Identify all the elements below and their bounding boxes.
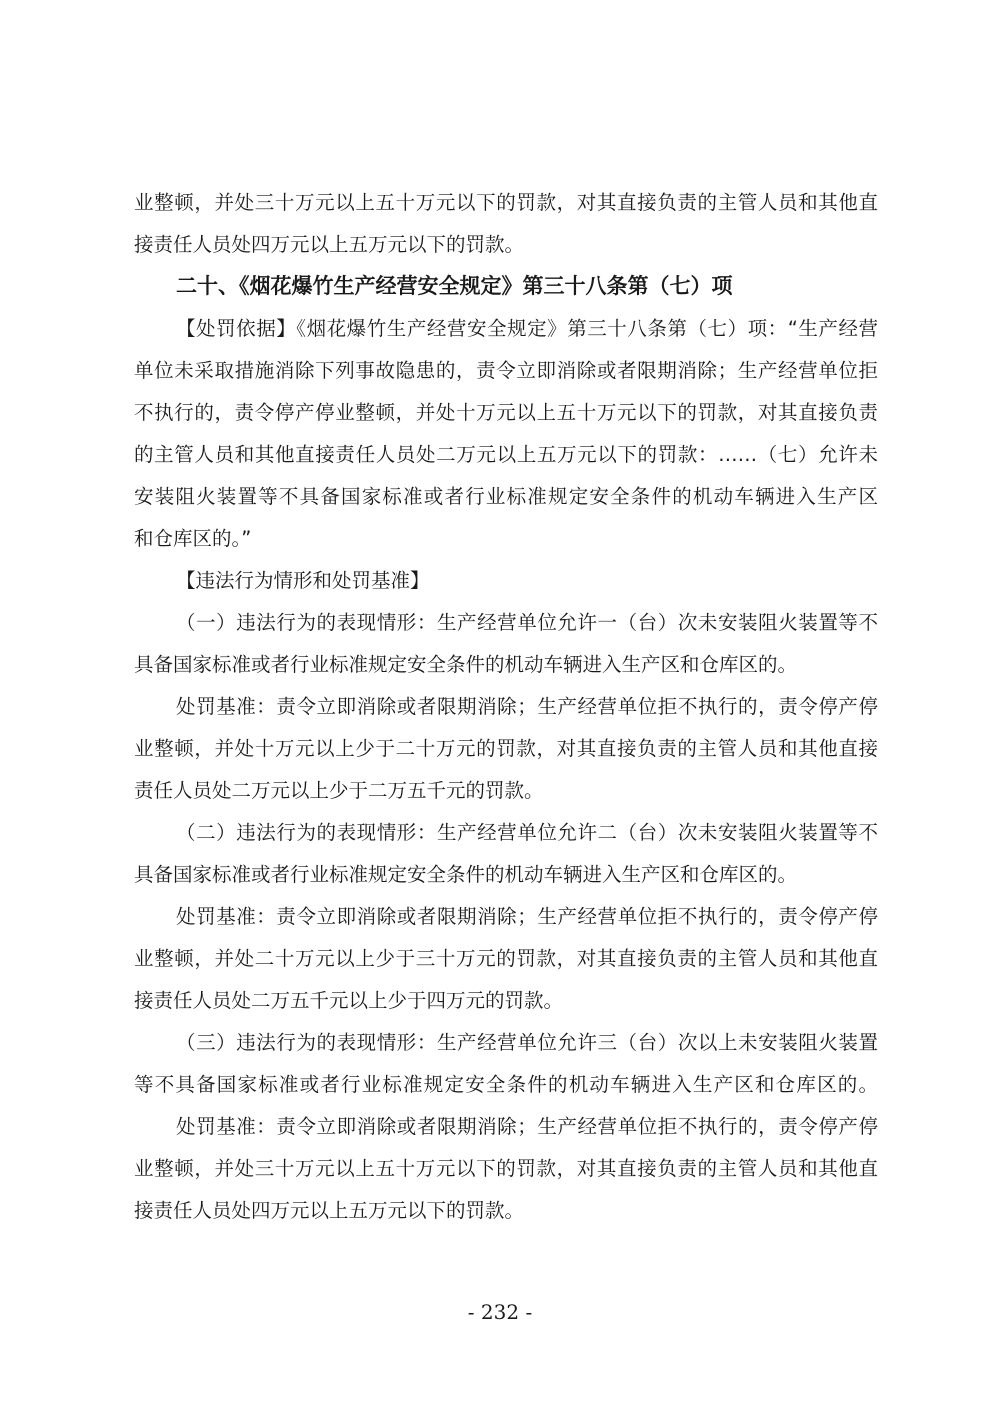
section-heading: 二十、《烟花爆竹生产经营安全规定》第三十八条第（七）项	[176, 273, 733, 298]
penalty-line: 接责任人员处二万五千元以上少于四万元的罚款。	[134, 989, 564, 1012]
basis-line: 的主管人员和其他直接责任人员处二万元以上五万元以下的罚款：……（七）允许未	[134, 443, 878, 466]
situation-line: 具备国家标准或者行业标准规定安全条件的机动车辆进入生产区和仓库区的。	[134, 863, 798, 886]
continuation-line: 接责任人员处四万元以上五万元以下的罚款。	[134, 233, 525, 256]
page-number: - 232 -	[467, 1300, 533, 1324]
penalty-line: 接责任人员处四万元以上五万元以下的罚款。	[134, 1199, 525, 1222]
penalty-line: 处罚基准：责令立即消除或者限期消除；生产经营单位拒不执行的，责令停产停	[176, 1115, 878, 1138]
situation-line: （一）违法行为的表现情形：生产经营单位允许一（台）次未安装阻火装置等不	[176, 611, 878, 634]
penalty-line: 业整顿，并处二十万元以上少于三十万元的罚款，对其直接负责的主管人员和其他直	[134, 947, 878, 970]
penalty-line: 责任人员处二万元以上少于二万五千元的罚款。	[134, 779, 544, 802]
basis-line: 单位未采取措施消除下列事故隐患的，责令立即消除或者限期消除；生产经营单位拒	[134, 359, 878, 382]
penalty-line: 业整顿，并处三十万元以上五十万元以下的罚款，对其直接负责的主管人员和其他直	[134, 1157, 878, 1180]
criteria-title: 【违法行为情形和处罚基准】	[176, 569, 430, 592]
basis-line: 【处罚依据】《烟花爆竹生产经营安全规定》第三十八条第（七）项：“生产经营	[176, 317, 878, 340]
basis-line: 安装阻火装置等不具备国家标准或者行业标准规定安全条件的机动车辆进入生产区	[134, 485, 878, 508]
penalty-line: 处罚基准：责令立即消除或者限期消除；生产经营单位拒不执行的，责令停产停	[176, 905, 878, 928]
penalty-line: 处罚基准：责令立即消除或者限期消除；生产经营单位拒不执行的，责令停产停	[176, 695, 878, 718]
situation-line: 具备国家标准或者行业标准规定安全条件的机动车辆进入生产区和仓库区的。	[134, 653, 798, 676]
penalty-line: 业整顿，并处十万元以上少于二十万元的罚款，对其直接负责的主管人员和其他直接	[134, 737, 878, 760]
situation-line: （三）违法行为的表现情形：生产经营单位允许三（台）次以上未安装阻火装置	[176, 1031, 878, 1054]
situation-line: 等不具备国家标准或者行业标准规定安全条件的机动车辆进入生产区和仓库区的。	[134, 1073, 878, 1096]
situation-line: （二）违法行为的表现情形：生产经营单位允许二（台）次未安装阻火装置等不	[176, 821, 878, 844]
basis-line: 不执行的，责令停产停业整顿，并处十万元以上五十万元以下的罚款，对其直接负责	[134, 401, 878, 424]
basis-line: 和仓库区的。”	[134, 527, 252, 550]
continuation-line: 业整顿，并处三十万元以上五十万元以下的罚款，对其直接负责的主管人员和其他直	[134, 191, 878, 214]
